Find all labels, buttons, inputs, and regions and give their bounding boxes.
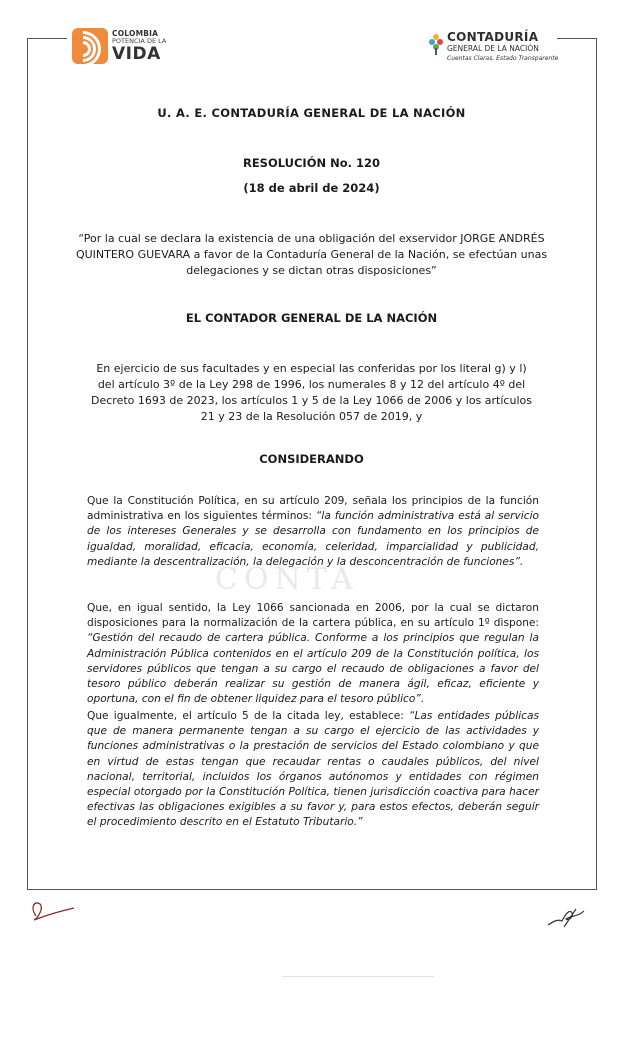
resolution-date: (18 de abril de 2024) <box>243 181 380 195</box>
flower-icon <box>428 33 444 55</box>
issuer-heading: EL CONTADOR GENERAL DE LA NACIÓN <box>185 311 438 325</box>
paragraph-3-quote: “Las entidades públicas que de manera permanente tengan a su cargo el ejercicio de las actividades y funciones administrativas o la prestación de servicios del Estado colombiano y que en virtud de estas tengan que recaudar rentas o caudales públicos, del nivel nacional, territorial, incluidos los órganos autónomos y entidades con régimen especial otorgado por la Constitución Política, tienen jurisdicción coactiva para hacer efectivas las obligaciones exigibles a su favor y, para estos efectos, deberán seguir el procedimiento descrito en el Estatuto Tributario.” <box>87 710 539 829</box>
logo-subtitle: GENERAL DE LA NACIÓN <box>447 44 539 53</box>
signature-initials-right <box>546 905 586 929</box>
paragraph-2-quote: “Gestión del recaudo de cartera pública. Conforme a los principios que regulan la Administración Pública contenidos en el artículo 209 de la Constitución política, los servidores públicos que tengan a su cargo el recaudo de obligaciones a favor del tesoro público deberán realizar su gestión de manera ágil, eficaz, eficiente y oportuna, con el fin de obtener liquidez para el tesoro público”. <box>87 632 539 706</box>
logo-slogan: Cuentas Claras, Estado Transparente <box>447 54 559 62</box>
paragraph-1-quote: “la función administrativa está al servicio de los intereses Generales y se desarrolla con fundamento en los principios de igualdad, moralidad, eficacia, economía, celeridad, imparcialidad y publicidad, mediante la descentralización, la delegación y la desconcentración de funciones”. <box>87 510 539 568</box>
footer-divider <box>282 976 434 977</box>
paragraph-1 <box>87 494 539 570</box>
logo-line-1: COLOMBIA <box>112 28 159 38</box>
considerando-heading: CONSIDERANDO <box>259 452 364 466</box>
powers-paragraph: En ejercicio de sus facultades y en especial las conferidas por los literal g) y l) del artículo 3º de la Ley 298 de 1996, los numerales 8 y 12 del artículo 4º del Decreto 1693 de 2023, los artículos 1 y 5 de la Ley 1066 de 2006 y los artículos 21 y 23 de la Resolución 057 de 2019, y <box>91 362 532 423</box>
signature-initials-left <box>28 898 78 924</box>
resolution-number: RESOLUCIÓN No. 120 <box>242 156 381 170</box>
logo-line-2: POTENCIA DE LA <box>112 37 167 45</box>
entity-heading: U. A. E. CONTADURÍA GENERAL DE LA NACIÓN <box>157 106 466 120</box>
paragraph-3-lead: Que igualmente, el artículo 5 de la citada ley, establece: <box>87 710 410 722</box>
colombia-potencia-logo <box>72 28 166 64</box>
contaduria-logo <box>428 31 558 62</box>
paragraph-2-lead: Que, en igual sentido, la Ley 1066 sancionada en 2006, por la cual se dictaron disposiciones para la normalización de la cartera pública, en su artículo 1º dispone: <box>87 602 539 630</box>
paragraph-3 <box>87 709 539 831</box>
watermark: CONTA <box>215 562 359 597</box>
sound-wave-icon <box>72 28 108 64</box>
paragraph-2 <box>87 601 539 707</box>
logo-line-3: VIDA <box>112 43 161 64</box>
logo-title: CONTADURÍA <box>447 30 539 44</box>
resolution-subject: “Por la cual se declara la existencia de una obligación del exservidor JORGE ANDRÉS QUINTERO GUEVARA a favor de la Contaduría General de la Nación, se efectúan unas delegaciones y se dictan otras disposiciones” <box>75 232 548 277</box>
paragraph-1-lead: Que la Constitución Política, en su artículo 209, señala los principios de la función administrativa en los siguientes términos: <box>87 495 539 523</box>
